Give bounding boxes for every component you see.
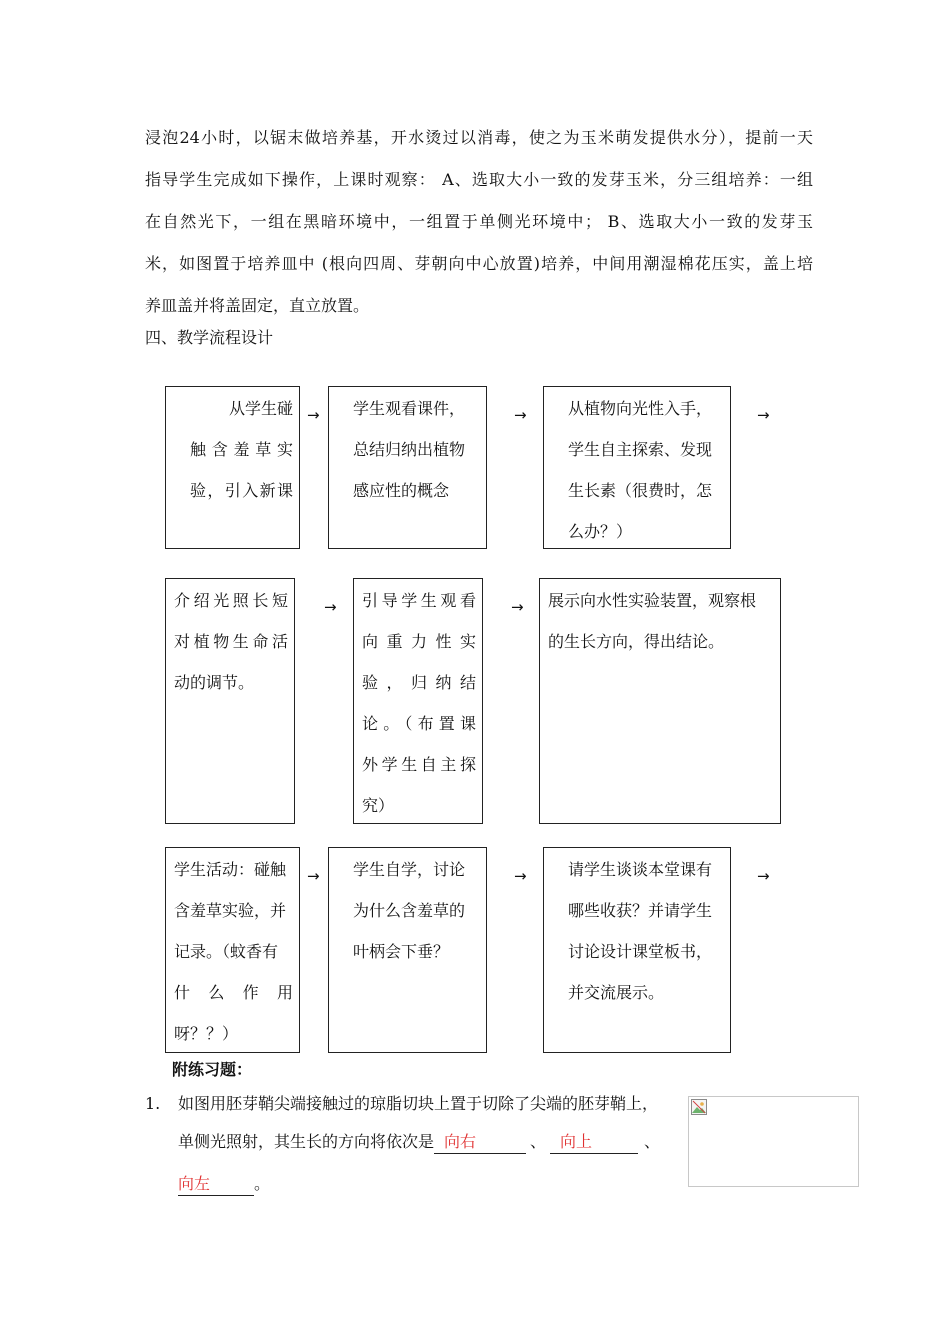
flow-box-line: 请学生谈谈本堂课有 bbox=[568, 860, 713, 879]
flow-box-line: 动的调节。 bbox=[174, 673, 255, 692]
flow-box-line: 触含羞草实 bbox=[190, 440, 293, 459]
answer-text: 向右 bbox=[444, 1132, 477, 1151]
intro-line: 指导学生完成如下操作，上课时观察： A、选取大小一致的发芽玉米，分三组培养：一组 bbox=[145, 170, 813, 189]
separator: 、 bbox=[644, 1132, 661, 1151]
flow-box-2-3 bbox=[539, 578, 781, 824]
intro-paragraph bbox=[145, 117, 813, 327]
broken-image-icon bbox=[691, 1099, 707, 1115]
end-mark: 。 bbox=[254, 1174, 271, 1193]
flow-arrow: → bbox=[324, 598, 337, 616]
flow-box-line: 的生长方向，得出结论。 bbox=[548, 632, 725, 651]
flow-box-3-2 bbox=[328, 847, 487, 1053]
flow-arrow: → bbox=[307, 406, 320, 424]
flow-arrow: → bbox=[307, 867, 320, 885]
flow-box-line: 生长素（很费时，怎 bbox=[568, 481, 713, 500]
exercise-number: 1. bbox=[145, 1094, 161, 1113]
exercise-question-line2 bbox=[178, 1127, 660, 1157]
flow-box-line: 外学生自主探 bbox=[362, 755, 476, 774]
flow-arrow: → bbox=[511, 598, 524, 616]
flow-box-line: 么办？） bbox=[568, 522, 633, 541]
section-heading: 四、教学流程设计 bbox=[145, 328, 274, 347]
flow-box-line: 讨论设计课堂板书， bbox=[568, 942, 713, 961]
flow-box-line: 引导学生观看 bbox=[362, 591, 476, 610]
flow-box-line: 从学生碰 bbox=[228, 399, 293, 418]
flow-box-line: 对植物生命活 bbox=[174, 632, 288, 651]
exercise-question-line1: 如图用胚芽鞘尖端接触过的琼脂切块上置于切除了尖端的胚芽鞘上， bbox=[178, 1094, 659, 1113]
flow-arrow: → bbox=[757, 867, 770, 885]
flow-box-line: 感应性的概念 bbox=[353, 481, 450, 500]
flow-box-2-1 bbox=[165, 578, 295, 824]
intro-line: 养皿盖并将盖固定，直立放置。 bbox=[145, 296, 370, 315]
flow-box-line: 展示向水性实验装置，观察根 bbox=[548, 591, 757, 610]
flow-box-1-3 bbox=[543, 386, 731, 549]
flow-box-line: 论。（布置课 bbox=[362, 714, 476, 733]
intro-line: 浸泡24小时，以锯末做培养基，开水烫过以消毒，使之为玉米萌发提供水分），提前一天 bbox=[145, 128, 813, 147]
flow-arrow: → bbox=[757, 406, 770, 424]
flow-arrow: → bbox=[514, 867, 527, 885]
flow-box-2-2 bbox=[353, 578, 483, 824]
flow-box-line: 并交流展示。 bbox=[568, 983, 665, 1002]
flow-box-1-2 bbox=[328, 386, 487, 549]
flow-arrow: → bbox=[514, 406, 527, 424]
flow-box-line: 学生观看课件， bbox=[353, 399, 466, 418]
flow-box-line: 学生活动：碰触 bbox=[174, 860, 287, 879]
flow-box-line: 学生自主探索、发现 bbox=[568, 440, 713, 459]
flow-box-3-1 bbox=[165, 847, 300, 1053]
answer-blank-2 bbox=[550, 1131, 638, 1154]
question-text: 单侧光照射，其生长的方向将依次是 bbox=[178, 1132, 435, 1151]
flow-box-3-3 bbox=[543, 847, 731, 1053]
flow-box-line: 呀？？） bbox=[174, 1024, 239, 1043]
answer-blank-3 bbox=[178, 1173, 254, 1196]
answer-blank-1 bbox=[434, 1131, 526, 1154]
flow-box-line: 究） bbox=[362, 796, 395, 815]
intro-line: 在自然光下，一组在黑暗环境中，一组置于单侧光环境中； B、选取大小一致的发芽玉 bbox=[145, 212, 813, 231]
flow-box-line: 介绍光照长短 bbox=[174, 591, 288, 610]
flow-box-line: 验，归纳结 bbox=[362, 673, 476, 692]
exercise-title: 附练习题： bbox=[172, 1060, 253, 1079]
flow-box-line: 从植物向光性入手， bbox=[568, 399, 713, 418]
answer-text: 向上 bbox=[560, 1132, 593, 1151]
flow-box-line: 学生自学，讨论 bbox=[353, 860, 466, 879]
flow-box-line: 什么作用 bbox=[174, 983, 293, 1002]
flow-box-line: 叶柄会下垂？ bbox=[353, 942, 450, 961]
flow-box-line: 哪些收获？并请学生 bbox=[568, 901, 713, 920]
flow-box-line: 向重力性实 bbox=[362, 632, 476, 651]
answer-text: 向左 bbox=[178, 1174, 211, 1193]
flow-box-line: 验，引入新课 bbox=[190, 481, 293, 500]
exercise-question-line3 bbox=[178, 1169, 270, 1199]
flow-box-line: 总结归纳出植物 bbox=[353, 440, 466, 459]
separator: 、 bbox=[530, 1132, 547, 1151]
flow-box-line: 含羞草实验，并 bbox=[174, 901, 287, 920]
figure-placeholder bbox=[688, 1096, 859, 1187]
flow-box-line: 为什么含羞草的 bbox=[353, 901, 466, 920]
flow-box-line: 记录。（蚊香有 bbox=[174, 942, 279, 961]
intro-line: 米，如图置于培养皿中 (根向四周、芽朝向中心放置)培养，中间用潮湿棉花压实，盖上培 bbox=[145, 254, 813, 273]
flow-box-1-1 bbox=[165, 386, 300, 549]
